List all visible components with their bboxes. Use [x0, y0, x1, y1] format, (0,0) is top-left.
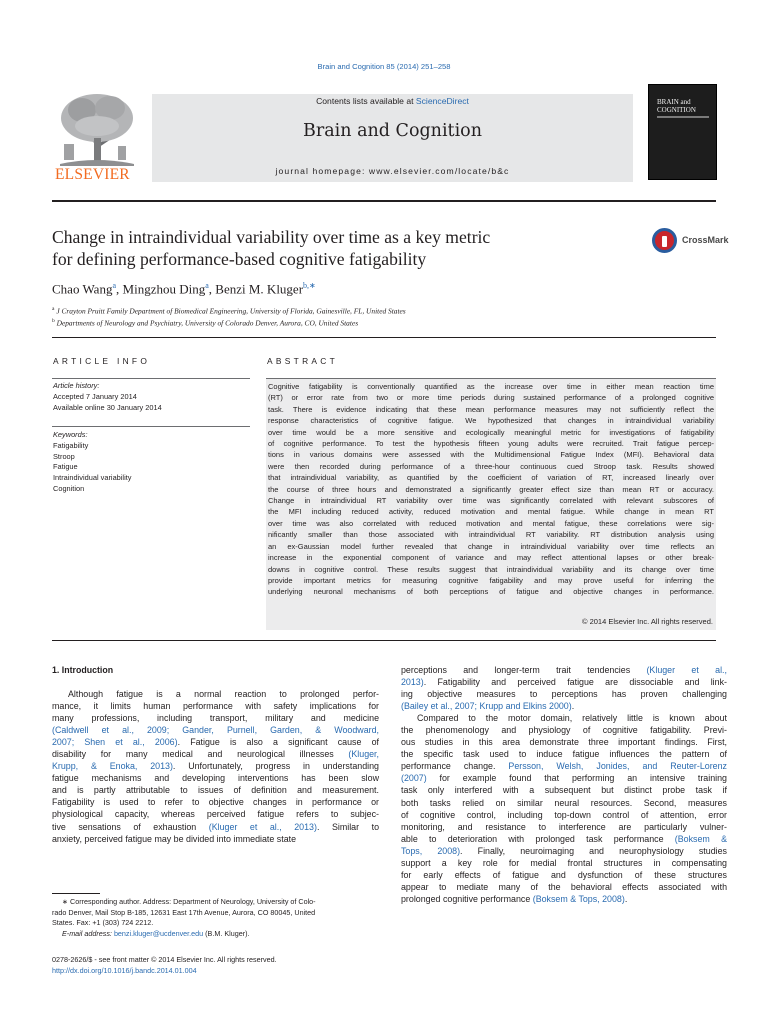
body-text-line: of cognitive control, including top-down control of attention, error [401, 809, 727, 820]
contents-prefix: Contents lists available at [316, 96, 416, 106]
body-text-line [401, 845, 727, 857]
abstract-line: the course of three hours and demonstrated a significantly greater effect size than mean RT or accuracy. [268, 484, 714, 494]
body-text: . Finally, neuroimaging and neurophysiology studies [460, 845, 727, 856]
body-text: able to deterioration with prolonged task performance [401, 833, 675, 844]
body-text: . Unfortunately, progress in understanding [172, 761, 379, 772]
body-text-line [52, 748, 379, 760]
keywords-label: Keywords: [53, 430, 88, 439]
article-info-heading: ARTICLE INFO [53, 356, 151, 366]
reference-link[interactable]: (Kluger et al., [646, 665, 727, 675]
body-text-line: both tasks relied on similar neural resources. Second, measures [401, 797, 727, 808]
email-label: E-mail address: [62, 928, 114, 938]
body-text-line: the specific task used to induce fatigue influences the pattern of [401, 749, 727, 760]
body-text-line: ous studies in this area demonstrate three important findings. First, [401, 737, 727, 748]
title-divider [52, 337, 716, 338]
author-list: Chao Wang$^a$, Mingzhou Ding$^a$, Benzi M. Kluger$^{b,∗}$ [52, 281, 316, 297]
keywords-divider [52, 426, 250, 427]
cover-title [657, 99, 696, 114]
abstract-line: an ex-Gaussian model further revealed that change in intraindividual variability over time reflects an [268, 541, 714, 551]
body-text-line: for early effects of fatigue and dysfunction of these structures [401, 869, 727, 880]
abstract-bottom-divider [52, 640, 716, 641]
keywords-block [53, 430, 131, 495]
author-email-link[interactable]: benzi.kluger@ucdenver.edu [113, 928, 204, 938]
affiliation-b [52, 318, 712, 327]
footnote-line: ∗ Corresponding author. Address: Department of Neurology, University of Colo- [62, 897, 316, 906]
body-text: tive sensations of exhaustion [52, 821, 209, 832]
body-text-line: task only interfered with a subsequent but distinct probe task if [401, 785, 727, 796]
body-text: . [571, 701, 575, 712]
body-text-line: Although fatigue is a normal reaction to prolonged perfor- [68, 689, 379, 699]
body-text-line [52, 724, 379, 736]
accepted-date: Accepted 7 January 2014 [53, 391, 137, 401]
keyword: Intraindividual variability [53, 473, 132, 483]
abstract-line: Cognitive fatigability is conventionally quantified as the increase over time in either mean reaction time [268, 382, 714, 391]
abstract-line: that intraindividual variability, as quantified by the coefficient of variation of RT, increased linearly over [268, 473, 714, 483]
history-label: Article history: [53, 381, 100, 390]
reference-link[interactable]: (Caldwell et al., 2009; Gander, Purnell, Garden, & Woodward, [52, 725, 379, 736]
body-text: . Fatigability and perceived fatigue are dissociable and link- [423, 677, 727, 688]
front-matter [52, 954, 277, 976]
reference-link[interactable]: (Boksem & [674, 833, 728, 844]
cover-title-line2: COGNITION [657, 105, 696, 114]
affiliation-text: J Crayton Pruitt Family Department of Biomedical Engineering, University of Florida, Gainesville, FL, United States [56, 306, 406, 316]
author-affiliation-marker[interactable]: a [112, 281, 117, 290]
sciencedirect-link[interactable]: ScienceDirect [415, 96, 469, 106]
abstract-line: provide important metrics for measuring cognitive fatigability and may prove useful for inferring the [268, 575, 714, 585]
article-info-divider [52, 378, 250, 379]
journal-cover-image [648, 84, 717, 180]
abstract-line: over time was also correlated with reduced motivation and mental fatigue, these correlations were sig- [268, 518, 714, 528]
author-name: Chao Wang [52, 281, 113, 297]
abstract-line: nificantly smaller than those associated with intraindividual RT variability. RT distribution analysis using [268, 530, 714, 540]
body-text-line: anxiety, perceived fatigue may be divided into immediate state [52, 833, 297, 844]
journal-citation-link[interactable]: Brain and Cognition 85 (2014) 251–258 [317, 62, 451, 71]
reference-link[interactable]: (Boksem & Tops, 2008) [532, 893, 625, 904]
footnote-line: States. Fax: +1 (303) 724 2212. [52, 918, 154, 928]
abstract-box [266, 378, 716, 630]
crossmark-label: CrossMark [682, 235, 729, 245]
abstract-copyright: © 2014 Elsevier Inc. All rights reserved. [581, 617, 713, 626]
body-text-line: and is partly attributable to issues of definition and measurement. [52, 785, 379, 796]
body-text-line: ing objective measures to perceptions has proven challenging [401, 689, 727, 700]
affiliation-marker: a [52, 306, 55, 312]
body-text-line [401, 676, 727, 688]
abstract-line: task. There is evidence indicating that these mean performance measures may not sufficiently reflect the [268, 404, 714, 414]
body-text-line: Fatigability is used to refer to objective changes in performance or [52, 797, 379, 808]
abstract-line: underlying neuronal mechanisms of both perceptions of fatigue and objective changes in performance. [268, 587, 714, 597]
footnote-line: rado Denver, Mail Stop B-185, 12631 East 17th Avenue, Aurora, CO 80045, United [52, 907, 316, 917]
body-text-line [401, 772, 727, 784]
issn-copyright: 0278-2626/$ - see front matter © 2014 Elsevier Inc. All rights reserved. [52, 955, 277, 964]
author-affiliation-marker[interactable]: a [205, 281, 209, 290]
footnote-divider [52, 893, 100, 894]
reference-link[interactable]: (2007) [401, 773, 427, 784]
body-text-line: appear to mediate many of the behavioral effects associated with [401, 881, 727, 892]
body-text-line: many professions, including transport, military and medicine [52, 713, 379, 724]
body-text: . Fatigue is also a significant cause of [177, 737, 379, 748]
keyword: Fatigue [53, 462, 78, 472]
journal-homepage[interactable]: journal homepage: www.elsevier.com/locate/b&c [275, 166, 510, 176]
affiliation-a [52, 306, 712, 315]
body-text-line [52, 760, 379, 772]
elsevier-wordmark: ELSEVIER [55, 166, 130, 183]
body-text-line [52, 736, 379, 748]
journal-title: Brain and Cognition [303, 121, 482, 141]
body-text-line: mance, it limits human performance with safety implications for [52, 701, 379, 712]
body-text-line: support a key role for medial frontal structures in compensating [401, 857, 727, 868]
email-suffix: (B.M. Kluger). [203, 928, 250, 938]
reference-link[interactable]: Krupp, & Enoka, 2013) [52, 761, 173, 772]
author-name: Benzi M. Kluger [215, 281, 304, 297]
online-date: Available online 30 January 2014 [53, 402, 162, 412]
body-text-line [401, 700, 727, 712]
abstract-line: increase in the exponential component of variance and may reflect attentional lapses or other break- [268, 553, 714, 563]
intro-left-column [52, 688, 379, 845]
body-text: disability for many medical and neurological illnesses [52, 749, 349, 760]
abstract-text [268, 381, 714, 598]
body-text-line [401, 664, 727, 676]
body-text: . Similar to [316, 821, 380, 832]
body-text-line: monitoring, and resistance to interference are particularly vulner- [401, 821, 727, 832]
keyword: Cognition [53, 483, 85, 493]
header-divider [52, 200, 716, 202]
body-text: perceptions and longer-term trait tendencies [401, 665, 647, 675]
title-line2: for defining performance-based cognitive fatigability [52, 249, 427, 269]
body-text: prolonged cognitive performance [401, 893, 533, 904]
reference-link[interactable]: Persson, Welsh, Jonides, and Reuter-Lorenz [508, 761, 727, 772]
abstract-heading: ABSTRACT [267, 356, 339, 366]
abstract-line: over time would be a more sensitive and ecologically meaningful metric for investigations of fatigability [268, 427, 714, 437]
contents-line [152, 96, 633, 106]
author-affiliation-marker[interactable]: b,∗ [303, 281, 316, 290]
body-text: performance change. [401, 761, 509, 772]
abstract-line: of cognitive performance. To test the hypothesis fifteen young adults were recruited. Trait fatigue percep- [268, 439, 714, 449]
abstract-line: Change in intraindividual RT variability over time was significantly correlated with relevant subscores of [268, 496, 714, 506]
reference-link[interactable]: 2007; Shen et al., 2006) [52, 737, 178, 748]
body-text-line: physiological capacity, whereas perceived fatigue refers to subjec- [52, 809, 379, 820]
section-heading-introduction: 1. Introduction [52, 665, 114, 675]
keyword: Fatigability [53, 440, 89, 450]
crossmark-button[interactable] [652, 228, 742, 260]
article-history [53, 381, 162, 413]
reference-link[interactable]: Tops, 2008) [401, 845, 461, 856]
affiliation-text: Departments of Neurology and Psychiatry, University of Colorado Denver, Aurora, CO, United States [56, 318, 359, 328]
cover-divider [657, 116, 709, 118]
body-text: . [624, 893, 628, 904]
body-text-line: Compared to the motor domain, relatively little is known about [417, 713, 727, 724]
abstract-line: tions in various domains were assessed with the Multidimensional Fatigue Index (MFI). Behavioral data [268, 450, 714, 460]
footnote-email-line [52, 929, 382, 940]
abstract-line: (RT) or error rate from two or more time periods during sustained performance of a prolonged cognitive [268, 393, 714, 403]
body-text-line: the phenomenology and physiology of cognitive fatigability. Previ- [401, 725, 727, 736]
reference-link[interactable]: 2013) [401, 677, 424, 688]
doi-link[interactable]: http://dx.doi.org/10.1016/j.bandc.2014.01.004 [52, 966, 197, 975]
title-line1: Change in intraindividual variability over time as a key metric [52, 227, 491, 247]
reference-link[interactable]: (Kluger, [348, 749, 379, 760]
reference-link[interactable]: (Bailey et al., 2007; Krupp and Elkins 2000) [401, 701, 572, 712]
body-text-line [401, 833, 727, 845]
corresponding-author-footnote [52, 897, 382, 939]
cover-title-line1: BRAIN and [657, 98, 691, 106]
body-text-line [401, 893, 727, 905]
affiliation-marker: b [52, 318, 55, 324]
abstract-line: response characteristics of cognitive fatigue. We hypothesized that changes in intraindividual variability [268, 416, 714, 426]
reference-link[interactable]: (Kluger et al., 2013) [208, 821, 317, 832]
body-text: for example found that performing an intensive training [426, 773, 727, 784]
keyword: Stroop [53, 451, 75, 461]
body-text-line [401, 760, 727, 772]
article-title [52, 226, 612, 270]
intro-right-column [401, 664, 727, 905]
abstract-line: the MFI including reduced activity, reduced motivation and mental fatigue. While change in mean RT [268, 507, 714, 517]
author-name: Mingzhou Ding [122, 281, 206, 297]
body-text-line: fatigue mechanisms and developing interventions has been slow [52, 773, 379, 784]
body-text-line [52, 821, 379, 833]
abstract-line: downs in cognitive control. These results suggest that intraindividual variability and its change over time [268, 564, 714, 574]
crossmark-icon [652, 228, 677, 253]
abstract-line: were then recorded during performance of a three-hour continuous cued Stroop task. Results showed [268, 461, 714, 471]
